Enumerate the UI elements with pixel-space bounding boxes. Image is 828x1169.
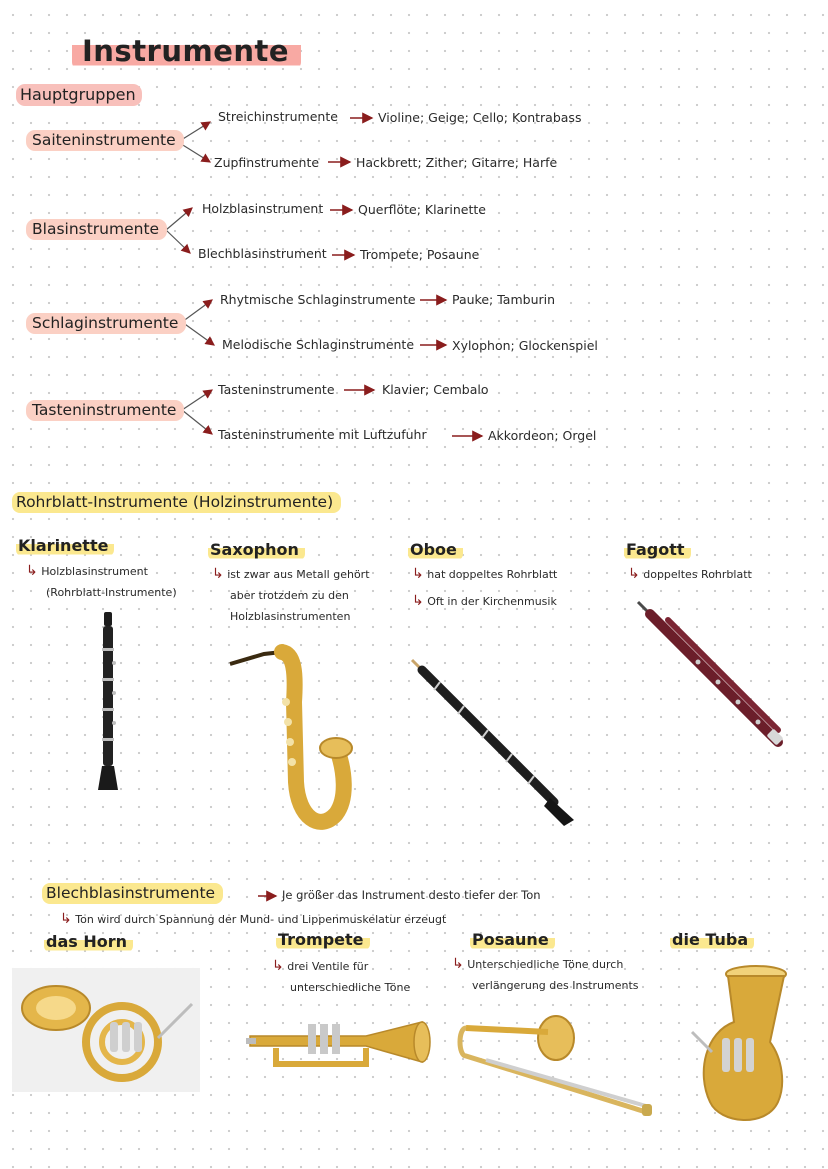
- posaune-title: Posaune: [470, 930, 555, 950]
- return-arrow-icon: ↳: [272, 958, 284, 974]
- trompete-notes: ↳ drei Ventile für unterschiedliche Töne: [272, 958, 411, 994]
- trumpet-image: [246, 1014, 436, 1080]
- examples-streichinstrumente: Violine; Geige; Cello; Kontrabass: [378, 110, 582, 125]
- branch-tasteninstrumente: Tasteninstrumente: [218, 382, 335, 397]
- branch-blechblasinstrument: Blechblasinstrument: [198, 246, 327, 261]
- blech-subnote: ↳ Ton wird durch Spannung der Mund- und Lippenmuskelatur erzeugt: [60, 911, 447, 927]
- return-arrow-icon: ↳: [60, 911, 72, 927]
- saxophone-image: [224, 642, 364, 842]
- examples-rhytmische: Pauke; Tamburin: [452, 292, 556, 307]
- examples-blechblasinstrument: Trompete; Posaune: [360, 247, 480, 262]
- horn-title: das Horn: [44, 932, 133, 952]
- group-schlaginstrumente: Schlaginstrumente: [26, 313, 186, 334]
- return-arrow-icon: ↳: [412, 566, 424, 582]
- oboe-title: Oboe: [408, 540, 463, 560]
- saxophon-title: Saxophon: [208, 540, 305, 560]
- trompete-title: Trompete: [276, 930, 370, 950]
- clarinet-image: [90, 608, 130, 798]
- oboe-notes: ↳ hat doppeltes Rohrblatt ↳ Oft in der Kirchenmusik: [412, 566, 558, 609]
- page-title: Instrumente: [72, 34, 301, 70]
- bassoon-image: [628, 596, 788, 756]
- fagott-notes: ↳ doppeltes Rohrblatt: [628, 566, 752, 582]
- examples-holzblasinstrument: Querflöte; Klarinette: [358, 202, 486, 217]
- posaune-notes: ↳ Unterschiedliche Töne durch verlängerung des Instruments: [452, 956, 639, 992]
- branch-tasteninstrumente-luft: Tasteninstrumente mit Luftzufuhr: [218, 427, 427, 442]
- return-arrow-icon: ↳: [412, 593, 424, 609]
- fagott-title: Fagott: [624, 540, 691, 560]
- blech-heading: Blechblasinstrumente: [42, 883, 223, 904]
- branch-melodische: Melodische Schlaginstrumente: [222, 337, 415, 352]
- klarinette-title: Klarinette: [16, 536, 114, 556]
- trombone-image: [456, 1010, 656, 1120]
- examples-tasteninstrumente-luft: Akkordeon; Orgel: [488, 428, 597, 443]
- return-arrow-icon: ↳: [452, 956, 464, 972]
- return-arrow-icon: ↳: [212, 566, 224, 582]
- return-arrow-icon: ↳: [628, 566, 640, 582]
- branch-zupfinstrumente: Zupfinstrumente: [214, 155, 320, 170]
- examples-melodische: Xylophon; Glockenspiel: [452, 338, 598, 353]
- branch-streichinstrumente: Streichinstrumente: [218, 109, 338, 124]
- branch-rhytmische: Rhytmische Schlaginstrumente: [220, 292, 416, 307]
- group-tasteninstrumente: Tasteninstrumente: [26, 400, 184, 421]
- tuba-title: die Tuba: [670, 930, 754, 950]
- saxophon-notes: ↳ ist zwar aus Metall gehört aber trotzdem zu den Holzblasinstrumenten: [212, 566, 370, 623]
- examples-zupfinstrumente: Hackbrett; Zither; Gitarre; Harfe: [356, 155, 558, 170]
- horn-image: [12, 968, 200, 1092]
- tuba-image: [686, 962, 796, 1132]
- oboe-image: [404, 652, 584, 832]
- group-saiteninstrumente: Saiteninstrumente: [26, 130, 184, 151]
- return-arrow-icon: ↳: [26, 563, 38, 579]
- klarinette-notes: ↳ Holzblasinstrument (Rohrblatt-Instrumente): [26, 563, 177, 599]
- group-blasinstrumente: Blasinstrumente: [26, 219, 167, 240]
- rohrblatt-heading: Rohrblatt-Instrumente (Holzinstrumente): [12, 492, 341, 513]
- blech-rule: Je größer das Instrument desto tiefer der Ton: [282, 888, 541, 902]
- examples-tasteninstrumente: Klavier; Cembalo: [382, 382, 489, 397]
- branch-holzblasinstrument: Holzblasinstrument: [202, 201, 324, 216]
- hauptgruppen-label: Hauptgruppen: [16, 84, 142, 106]
